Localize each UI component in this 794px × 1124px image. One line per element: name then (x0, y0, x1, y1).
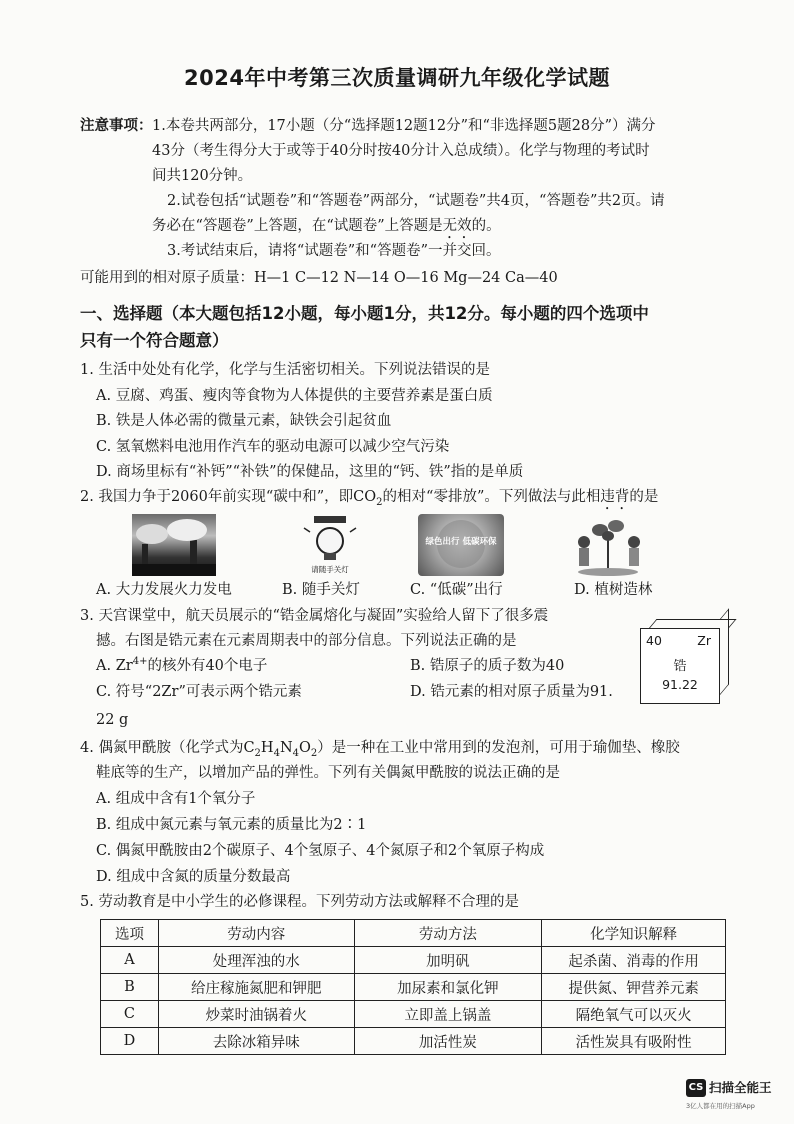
q3-option-d: D. 锆元素的相对原子质量为91. (410, 684, 613, 700)
camscanner-watermark (686, 1079, 784, 1119)
q2-option-b: B. 随手关灯 (282, 582, 360, 598)
q4-option-d: D. 组成中含氮的质量分数最高 (96, 869, 291, 885)
q5-stem: 5. 劳动教育是中小学生的必修课程。下列劳动方法或解释不合理的是 (80, 894, 519, 910)
q4-sub-3: 4 (292, 747, 300, 759)
q1-option-d: D. 商场里标有“补钙”“补铁”的保健品，这里的“钙、铁”指的是单质 (96, 464, 524, 480)
notice-line-4: 2.试卷包括“试题卷”和“答题卷”两部分，“试题卷”共4页，“答题卷”共2页。请 (167, 193, 665, 209)
notice-line-2: 43分（考生得分大于或等于40分时按40分计入总成绩）。化学与物理的考试时 (152, 143, 650, 159)
q2-stem-sub: 2 (376, 496, 383, 508)
thermal-power-photo (132, 514, 216, 576)
q4-sub-2: 4 (273, 747, 280, 759)
low-carbon-poster (418, 514, 504, 576)
q2-stem (80, 487, 658, 513)
q1-option-c: C. 氢氧燃料电池用作汽车的驱动电源可以减少空气污染 (96, 439, 450, 455)
tree-planting-illustration (568, 514, 650, 576)
q4-option-c: C. 偶氮甲酰胺由2个碳原子、4个氢原子、4个氮原子和2个氧原子构成 (96, 843, 545, 859)
q4-option-b: B. 组成中氮元素与氧元素的质量比为2∶1 (96, 817, 367, 833)
table-row (101, 1001, 726, 1028)
atomic-masses: 可能用到的相对原子质量：H—1 C—12 N—14 O—16 Mg—24 Ca—40 (80, 270, 558, 286)
q3-line-2: 撼。右图是锆元素在元素周期表中的部分信息。下列说法正确的是 (96, 633, 517, 649)
table-cell: B (101, 974, 159, 1001)
table-header-row (101, 920, 726, 947)
q3-option-c: C. 符号“2Zr”可表示两个锆元素 (96, 684, 302, 700)
element-atomic-number: 40 (646, 633, 662, 648)
q1-option-a: A. 豆腐、鸡蛋、瘦肉等食物为人体提供的主要营养素是蛋白质 (96, 388, 493, 404)
table-cell: 给庄稼施氮肥和钾肥 (158, 974, 354, 1001)
q2-stem-a: 2. 我国力争于2060年前实现“碳中和”，即CO (80, 489, 377, 505)
q4-l1-e: ）是一种在工业中常用到的发泡剂，可用于瑜伽垫、橡胶 (317, 740, 680, 756)
camscanner-logo-icon: CS (686, 1079, 706, 1097)
q2-stem-b: 的相对“零排放”。下列做法与此相 (382, 489, 601, 505)
q1-option-b: B. 铁是人体必需的微量元素，缺铁会引起贫血 (96, 413, 392, 429)
q4-l1-a: 4. 偶氮甲酰胺（化学式为C (80, 740, 255, 756)
notice-line-1: 1.本卷共两部分，17小题（分“选择题12题12分”和“非选择题5题28分”）满分 (152, 118, 656, 134)
q4-sub-1: 2 (254, 747, 261, 759)
q3-option-a (96, 656, 267, 676)
section1-heading-2: 只有一个符合题意） (80, 331, 229, 350)
notice-line-5 (152, 216, 501, 242)
q4-line-2: 鞋底等的生产，以增加产品的弹性。下列有关偶氮甲酰胺的说法正确的是 (96, 765, 560, 781)
q3-option-a-pre: A. Zr (96, 658, 133, 674)
table-cell: 炒菜时油锅着火 (158, 1001, 354, 1028)
q4-sub-4: 2 (310, 747, 318, 759)
table-cell: 去除冰箱异味 (158, 1028, 354, 1055)
notice-line-5-c: 的。 (471, 218, 501, 234)
table-header: 化学知识解释 (542, 920, 726, 947)
table-cell: 立即盖上锅盖 (354, 1001, 542, 1028)
q4-l1-c: N (279, 740, 293, 756)
table-cell: 处理浑浊的水 (158, 947, 354, 974)
table-cell: 加尿素和氯化钾 (354, 974, 542, 1001)
camscanner-logo-text: 扫描全能王 (709, 1080, 772, 1095)
q5-table (100, 919, 726, 1055)
notice-label: 注意事项： (80, 118, 153, 134)
q2-stem-emph: 违背 (600, 489, 630, 505)
q3-line-1: 3. 天宫课堂中，航天员展示的“锆金属熔化与凝固”实验给人留下了很多震 (80, 608, 549, 624)
exam-title: 2024年中考第三次质量调研九年级化学试题 (184, 66, 610, 90)
q3-option-a-sup: 4+ (132, 656, 148, 668)
q3-option-a-post: 的核外有40个电子 (147, 658, 268, 674)
lightbulb-icon (300, 514, 360, 576)
q2-option-c: C. “低碳”出行 (410, 582, 503, 598)
bulb-caption: 请随手关灯 (311, 565, 349, 574)
table-cell: A (101, 947, 159, 974)
table-row (101, 947, 726, 974)
q4-option-a: A. 组成中含有1个氧分子 (96, 791, 256, 807)
table-cell: 提供氮、钾营养元素 (542, 974, 726, 1001)
low-carbon-caption: 绿色出行 低碳环保 (425, 537, 497, 547)
q2-option-d: D. 植树造林 (574, 582, 653, 598)
zirconium-element-card (640, 628, 720, 704)
element-symbol: Zr (697, 633, 711, 648)
table-header: 劳动方法 (354, 920, 542, 947)
q1-stem: 1. 生活中处处有化学，化学与生活密切相关。下列说法错误的是 (80, 362, 490, 378)
q2-option-a: A. 大力发展火力发电 (96, 582, 232, 598)
q2-stem-d: 的是 (629, 489, 659, 505)
notice-line-3: 间共120分钟。 (152, 168, 253, 184)
notice-line-5-emph: 无效 (442, 218, 472, 234)
table-header: 劳动内容 (158, 920, 354, 947)
q4-l1-b: H (260, 740, 274, 756)
element-mass: 91.22 (662, 677, 698, 692)
table-row (101, 1028, 726, 1055)
q3-option-b: B. 锆原子的质子数为40 (410, 658, 565, 674)
table-cell: 加明矾 (354, 947, 542, 974)
table-cell: C (101, 1001, 159, 1028)
notice-line-6: 3.考试结束后，请将“试题卷”和“答题卷”一并交回。 (167, 243, 501, 259)
section1-heading-1: 一、选择题（本大题包括12小题，每小题1分，共12分。每小题的四个选项中 (80, 304, 649, 323)
table-cell: 隔绝氧气可以灭火 (542, 1001, 726, 1028)
q4-line-1 (80, 738, 680, 758)
table-row (101, 974, 726, 1001)
q3-option-d-cont: 22 g (96, 712, 129, 728)
table-cell: 加活性炭 (354, 1028, 542, 1055)
table-cell: D (101, 1028, 159, 1055)
camscanner-tagline: 3亿人都在用的扫描App (686, 1102, 755, 1110)
table-cell: 活性炭具有吸附性 (542, 1028, 726, 1055)
notice-line-5-a: 务必在“答题卷”上答题，在“试题卷”上答题是 (152, 218, 443, 234)
table-cell: 起杀菌、消毒的作用 (542, 947, 726, 974)
q4-l1-d: O (299, 740, 311, 756)
element-name: 锆 (673, 659, 687, 674)
table-header: 选项 (101, 920, 159, 947)
